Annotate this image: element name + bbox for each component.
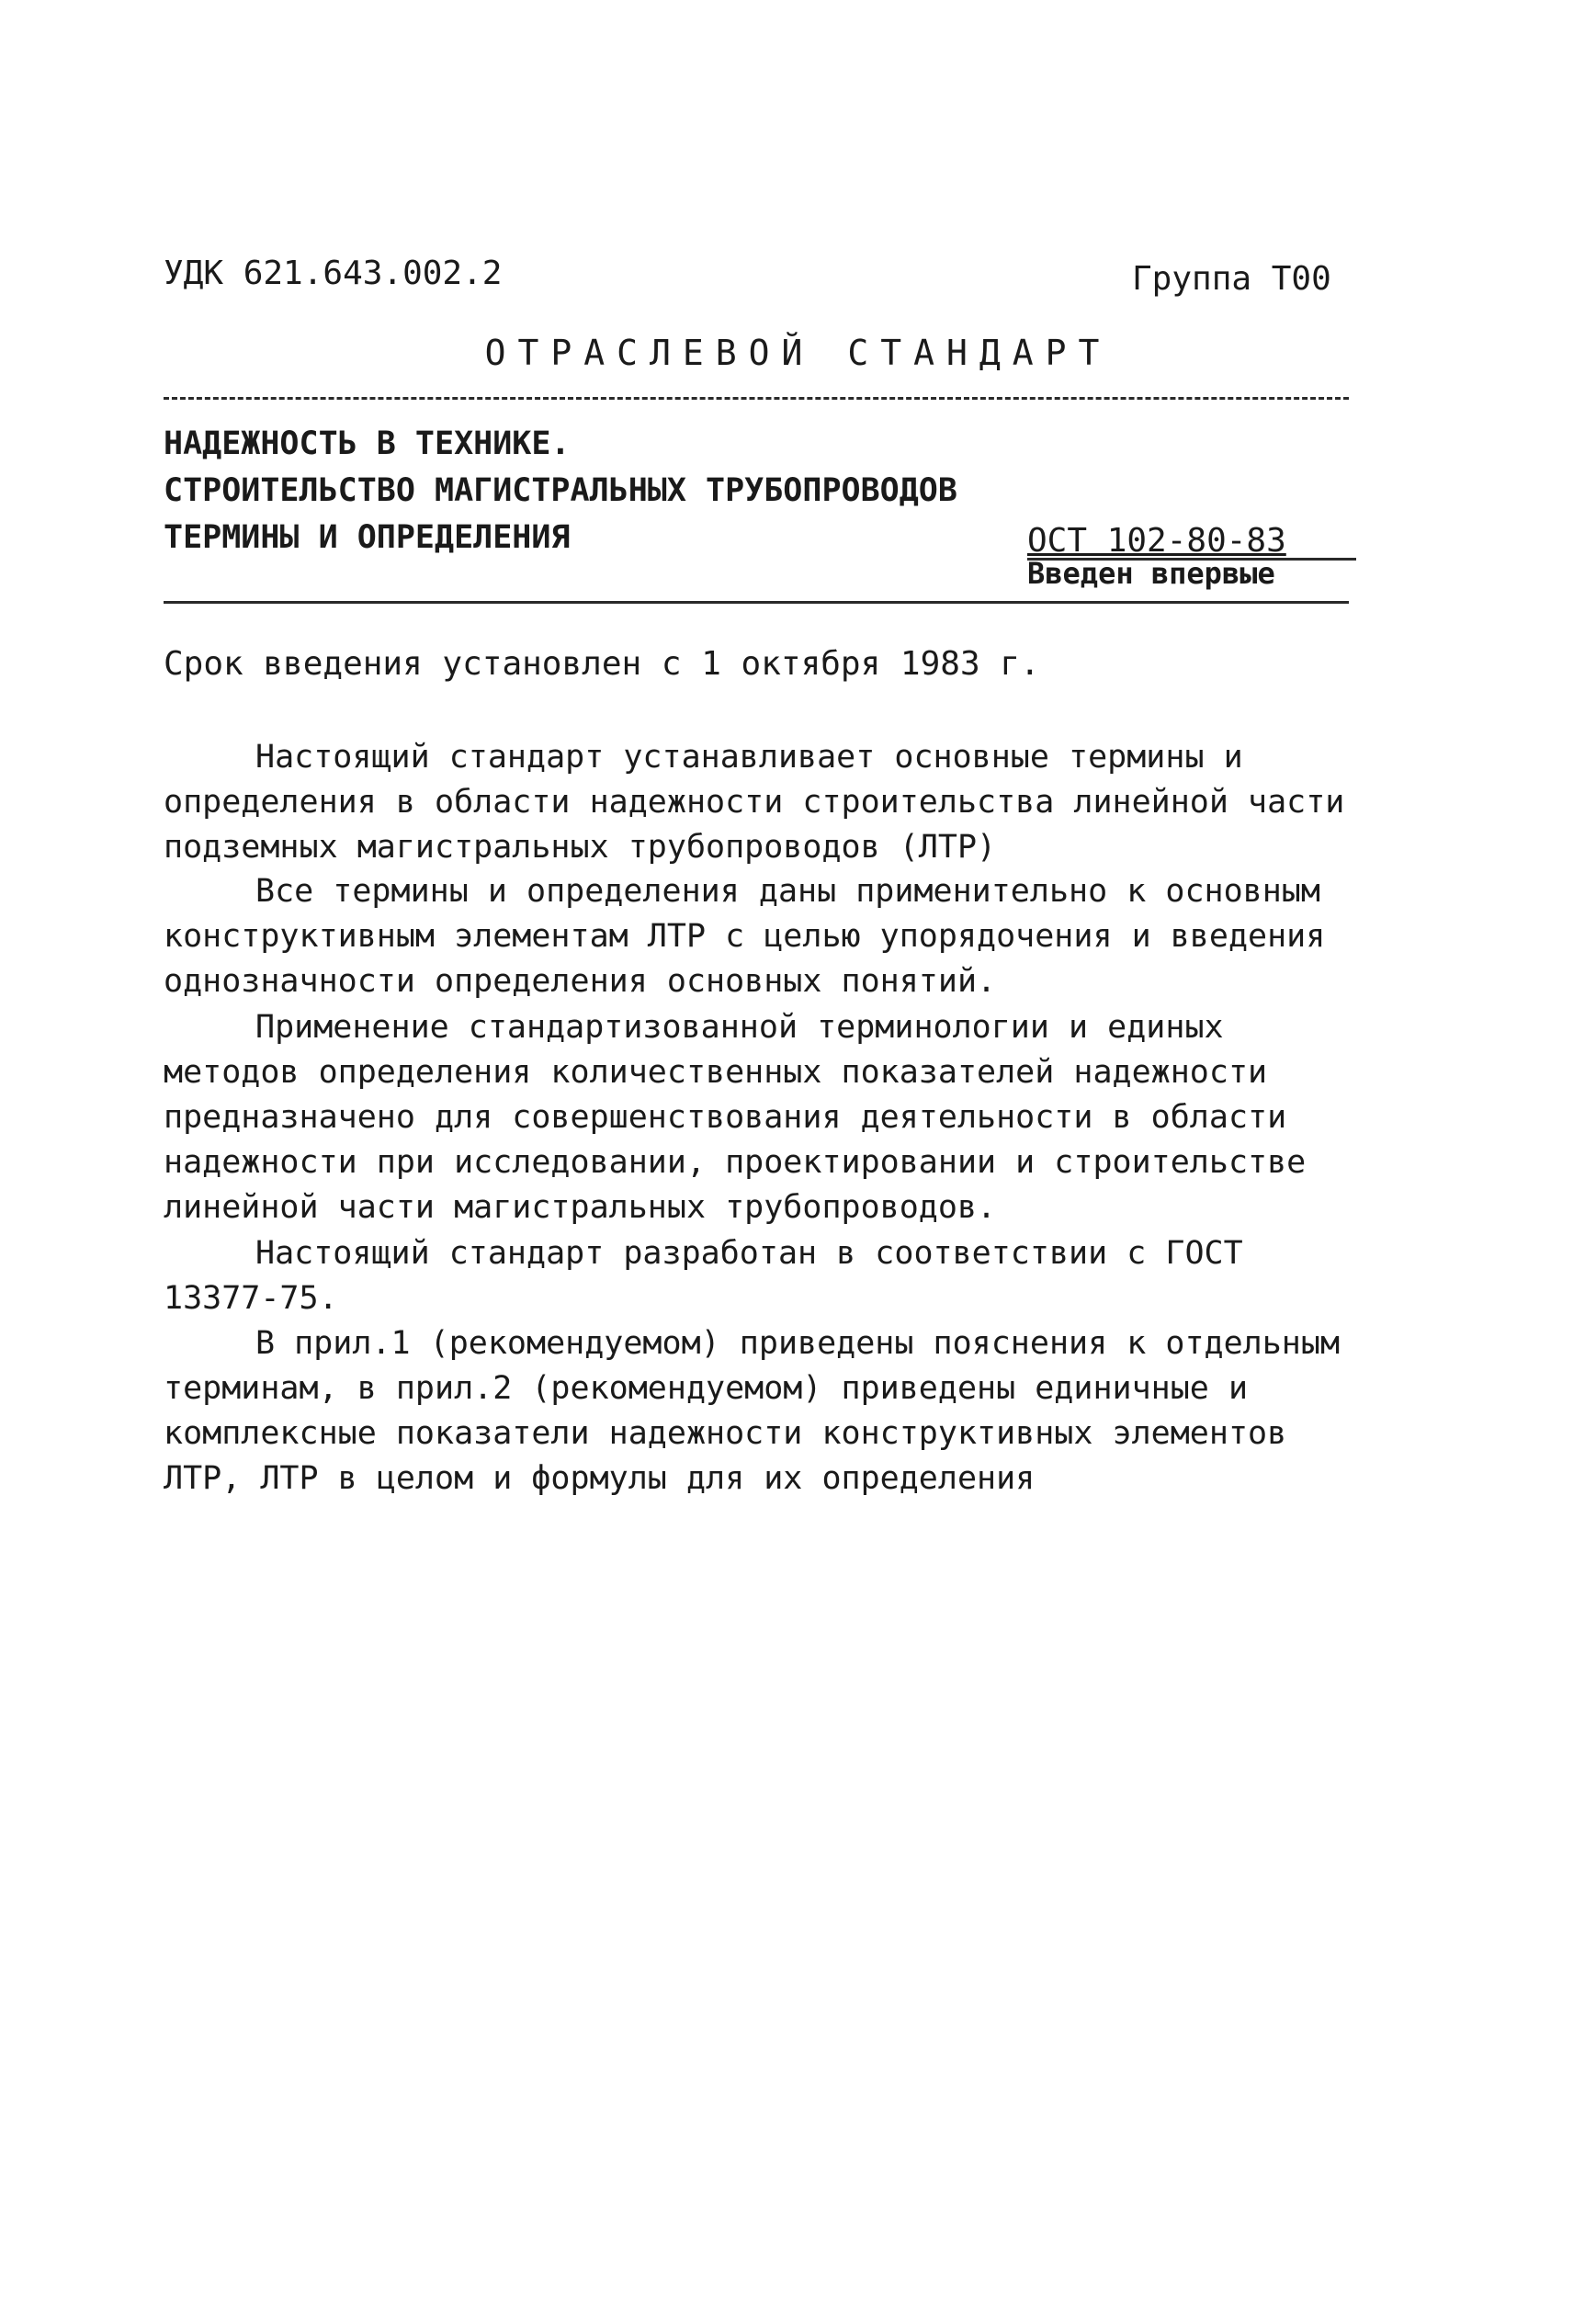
paragraph-3: Применение стандартизованной терминологии и единых методов определения количественных показателей надежности предназначено для совершенствования деятельности в области надежности при исследовании, проектировании и строительстве линейной части магистральных трубопроводов. xyxy=(164,1009,1307,1226)
top-rule xyxy=(164,397,1349,400)
bottom-rule xyxy=(164,601,1349,604)
title-line-1: НАДЕЖНОСТЬ В ТЕХНИКЕ. xyxy=(164,425,571,462)
paragraph-4: Настоящий стандарт разработан в соответствии с ГОСТ 13377-75. xyxy=(164,1235,1243,1317)
paragraph-2: Все термины и определения даны применительно к основным конструктивным элементам ЛТР с целью упорядочения и введения однозначности определения основных понятий. xyxy=(164,873,1326,1000)
group-code: Группа Т00 xyxy=(1132,260,1331,298)
effective-date: Срок введения установлен с 1 октября 1983 г. xyxy=(164,645,1040,683)
introduced-note: Введен впервые xyxy=(1027,556,1275,591)
paragraph-1: Настоящий стандарт устанавливает основные термины и определения в области надежности строительства линейной части подземных магистральных трубопроводов (ЛТР) xyxy=(164,739,1345,866)
standard-category: ОТРАСЛЕВОЙ СТАНДАРТ xyxy=(484,333,1112,373)
standard-code: ОСТ 102-80-83 xyxy=(1027,522,1286,560)
paragraph-5: В прил.1 (рекомендуемом) приведены пояснения к отдельным терминам, в прил.2 (рекомендуемом) приведены единичные и комплексные показатели надежности конструктивных элементов ЛТР, ЛТР в целом и формулы для их определения xyxy=(164,1325,1341,1497)
udk-code: УДК 621.643.002.2 xyxy=(164,255,503,292)
title-line-3: ТЕРМИНЫ И ОПРЕДЕЛЕНИЯ xyxy=(164,519,571,556)
title-line-2: СТРОИТЕЛЬСТВО МАГИСТРАЛЬНЫХ ТРУБОПРОВОДОВ xyxy=(164,472,957,509)
